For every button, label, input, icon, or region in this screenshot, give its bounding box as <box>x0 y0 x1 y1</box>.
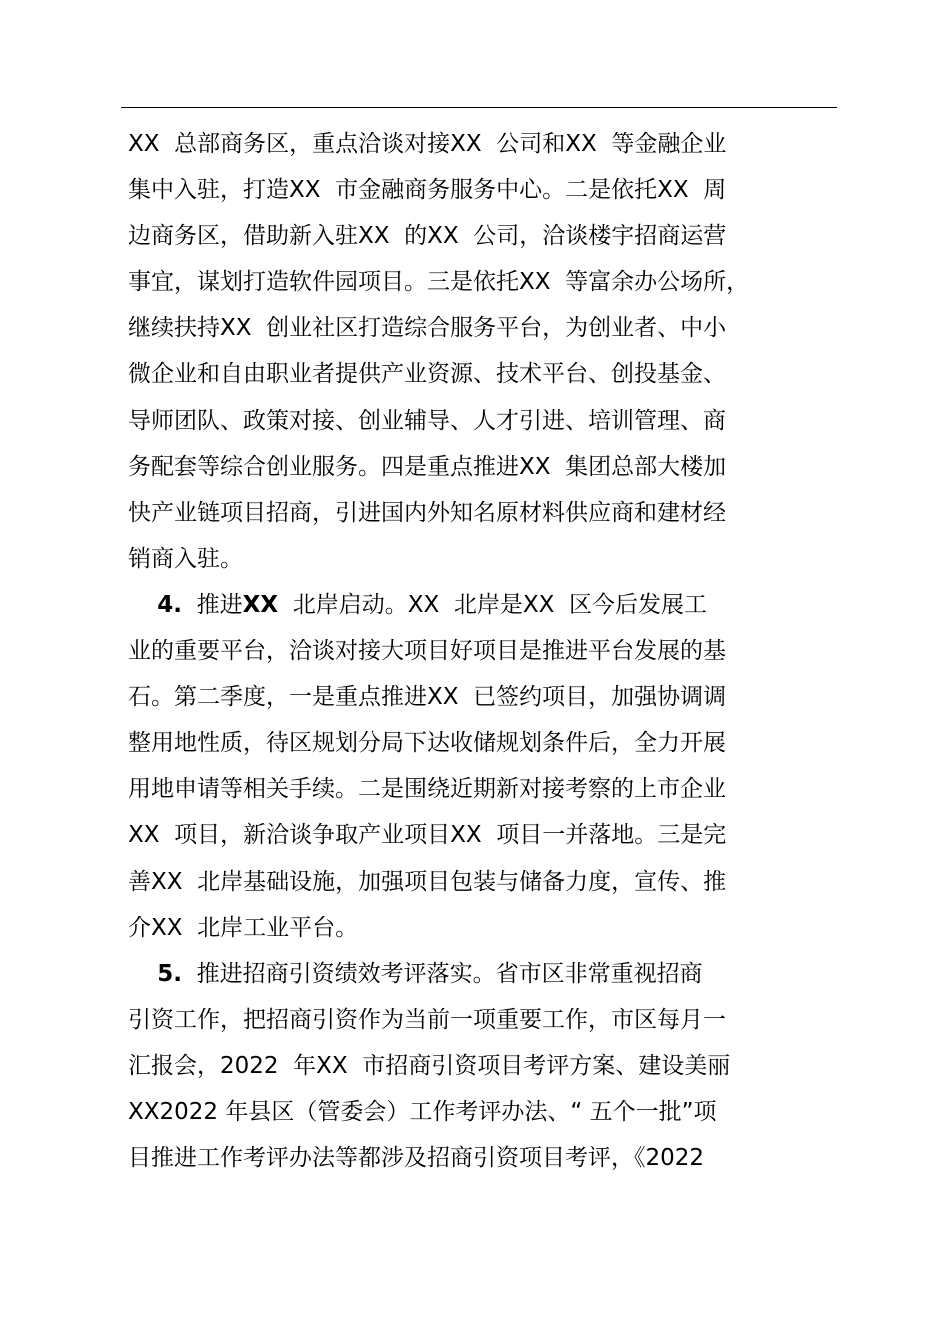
section-4-heading-rest: 北岸启动。XX 北岸是XX 区今后发展工 <box>278 591 707 618</box>
section-5-line-1: 引资工作，把招商引资作为当前一项重要工作，市区每月一 <box>128 1006 726 1033</box>
header-rule <box>121 107 837 108</box>
section-4-heading-line <box>128 582 848 628</box>
text-line-10: 销商入驻。 <box>128 545 243 572</box>
section-5-gap <box>182 961 197 987</box>
text-line-5: 继续扶持XX 创业社区打造综合服务平台，为创业者、中小 <box>128 315 727 342</box>
section-5-line-2: 汇报会，2022 年XX 市招商引资项目考评方案、建设美丽 <box>128 1052 731 1079</box>
text-line-3: 边商务区，借助新入驻XX 的XX 公司，洽谈楼宇招商运营 <box>128 223 727 250</box>
section-5-line-3: XX2022 年县区（管委会）工作考评办法、“ 五个一批”项 <box>128 1098 717 1125</box>
section-4-line-5: XX 项目，新洽谈争取产业项目XX 项目一并落地。三是完 <box>128 822 727 849</box>
text-line-4: 事宜，谋划打造软件园项目。三是依托XX 等富余办公场所， <box>128 269 750 296</box>
section-5-number: 5. <box>157 960 182 987</box>
section-4-line-6: 善XX 北岸基础设施，加强项目包装与储备力度，宣传、推 <box>128 868 727 895</box>
body-text <box>128 121 848 1181</box>
section-4-line-4: 用地申请等相关手续。二是围绕近期新对接考察的上市企业 <box>128 776 726 803</box>
section-4-line-1: 业的重要平台，洽谈对接大项目好项目是推进平台发展的基 <box>128 638 726 665</box>
section-4-number: 4. <box>157 591 182 618</box>
text-line-6: 微企业和自由职业者提供产业资源、技术平台、创投基金、 <box>128 361 726 388</box>
section-5-heading-rest: 推进招商引资绩效考评落实。省市区非常重视招商 <box>196 960 703 987</box>
section-4-line-3: 整用地性质，待区规划分局下达收储规划条件后，全力开展 <box>128 730 726 757</box>
section-4-heading-pre: 推进 <box>196 591 243 618</box>
section-4-heading-xx: XX <box>242 591 279 618</box>
section-5-heading-line <box>128 951 848 997</box>
text-line-1: XX 总部商务区，重点洽谈对接XX 公司和XX 等金融企业 <box>128 131 727 157</box>
section-4-line-2: 石。第二季度，一是重点推进XX 已签约项目，加强协调调 <box>128 684 727 711</box>
text-line-2: 集中入驻，打造XX 市金融商务服务中心。二是依托XX 周 <box>128 177 727 204</box>
section-4-line-7: 介XX 北岸工业平台。 <box>128 914 359 941</box>
text-line-9: 快产业链项目招商，引进国内外知名原材料供应商和建材经 <box>128 499 726 526</box>
text-line-7: 导师团队、政策对接、创业辅导、人才引进、培训管理、商 <box>128 407 726 434</box>
section-4-gap <box>182 592 197 618</box>
text-line-8: 务配套等综合创业服务。四是重点推进XX 集团总部大楼加 <box>128 453 727 480</box>
section-5-line-4: 目推进工作考评办法等都涉及招商引资项目考评，《2022 <box>128 1145 705 1172</box>
